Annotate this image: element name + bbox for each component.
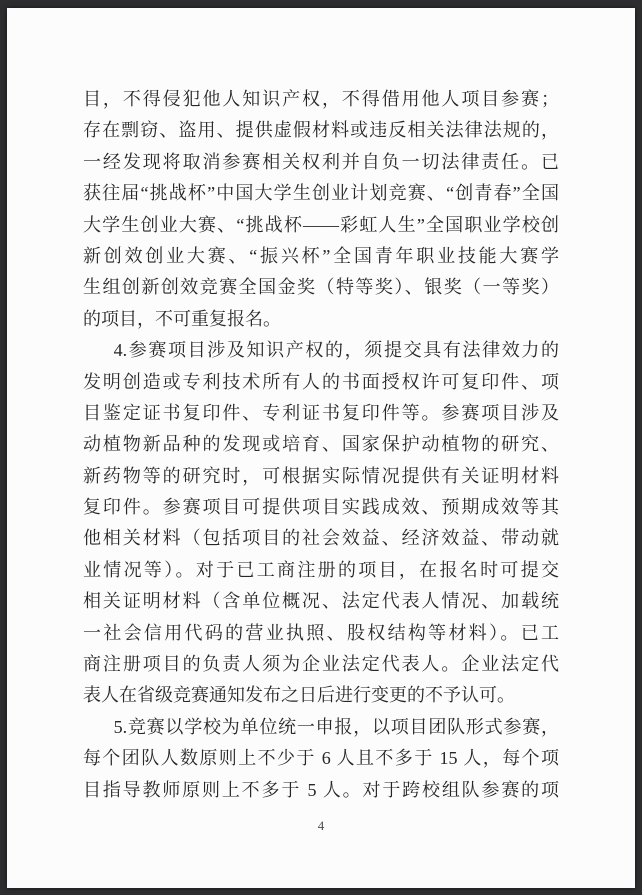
text-line: 4.参赛项目涉及知识产权的，须提交具有法律效力的: [113, 340, 559, 361]
text-line: 相关证明材料（含单位概况、法定代表人情况、加载统: [83, 591, 559, 612]
text-line: 获往届“挑战杯”中国大学生创业计划竞赛、“创青春”全国: [83, 183, 559, 204]
text-line: 一社会信用代码的营业执照、股权结构等材料）。已工: [83, 622, 559, 643]
text-line: 新药物等的研究时，可根据实际情况提供有关证明材料: [83, 465, 559, 486]
text-line: 目，不得侵犯他人知识产权，不得借用他人项目参赛；: [83, 89, 559, 109]
text-line: 目鉴定证书复印件、专利证书复印件等。参赛项目涉及: [83, 402, 559, 423]
text-line: 动植物新品种的发现或培育、国家保护动植物的研究、: [83, 434, 559, 455]
text-line: 的项目，不可重复报名。: [83, 308, 281, 329]
text-line: 目指导教师原则上不多于 5 人。对于跨校组队参赛的项: [83, 779, 559, 800]
text-line: 每个团队人数原则上不少于 6 人且不多于 15 人，每个项: [83, 748, 559, 769]
text-block: [83, 84, 559, 806]
text-line: 大学生创业大赛、“挑战杯——彩虹人生”全国职业学校创: [83, 214, 559, 235]
text-line: 发明创造或专利技术所有人的书面授权许可复印件、项: [83, 371, 559, 392]
text-line: 业情况等）。对于已工商注册的项目，在报名时可提交: [83, 559, 559, 580]
text-line: 存在剽窃、盗用、提供虚假材料或违反相关法律法规的，: [83, 120, 559, 141]
text-line: 生组创新创效竞赛全国金奖（特等奖）、银奖（一等奖）: [83, 277, 559, 298]
text-line: 5.竞赛以学校为单位统一申报，以项目团队形式参赛，: [113, 716, 559, 737]
page-number: 4: [317, 818, 325, 833]
text-line: 商注册项目的负责人须为企业法定代表人。企业法定代: [83, 654, 559, 675]
document-page: [7, 8, 635, 888]
text-line: 表人在省级竞赛通知发布之日后进行变更的不予认可。: [83, 685, 515, 706]
text-line: 复印件。参赛项目可提供项目实践成效、预期成效等其: [83, 497, 559, 518]
text-line: 新创效创业大赛、“振兴杯”全国青年职业技能大赛学: [83, 245, 559, 266]
text-line: 一经发现将取消参赛相关权利并自负一切法律责任。已: [83, 151, 559, 172]
text-line: 他相关材料（包括项目的社会效益、经济效益、带动就: [83, 528, 559, 549]
